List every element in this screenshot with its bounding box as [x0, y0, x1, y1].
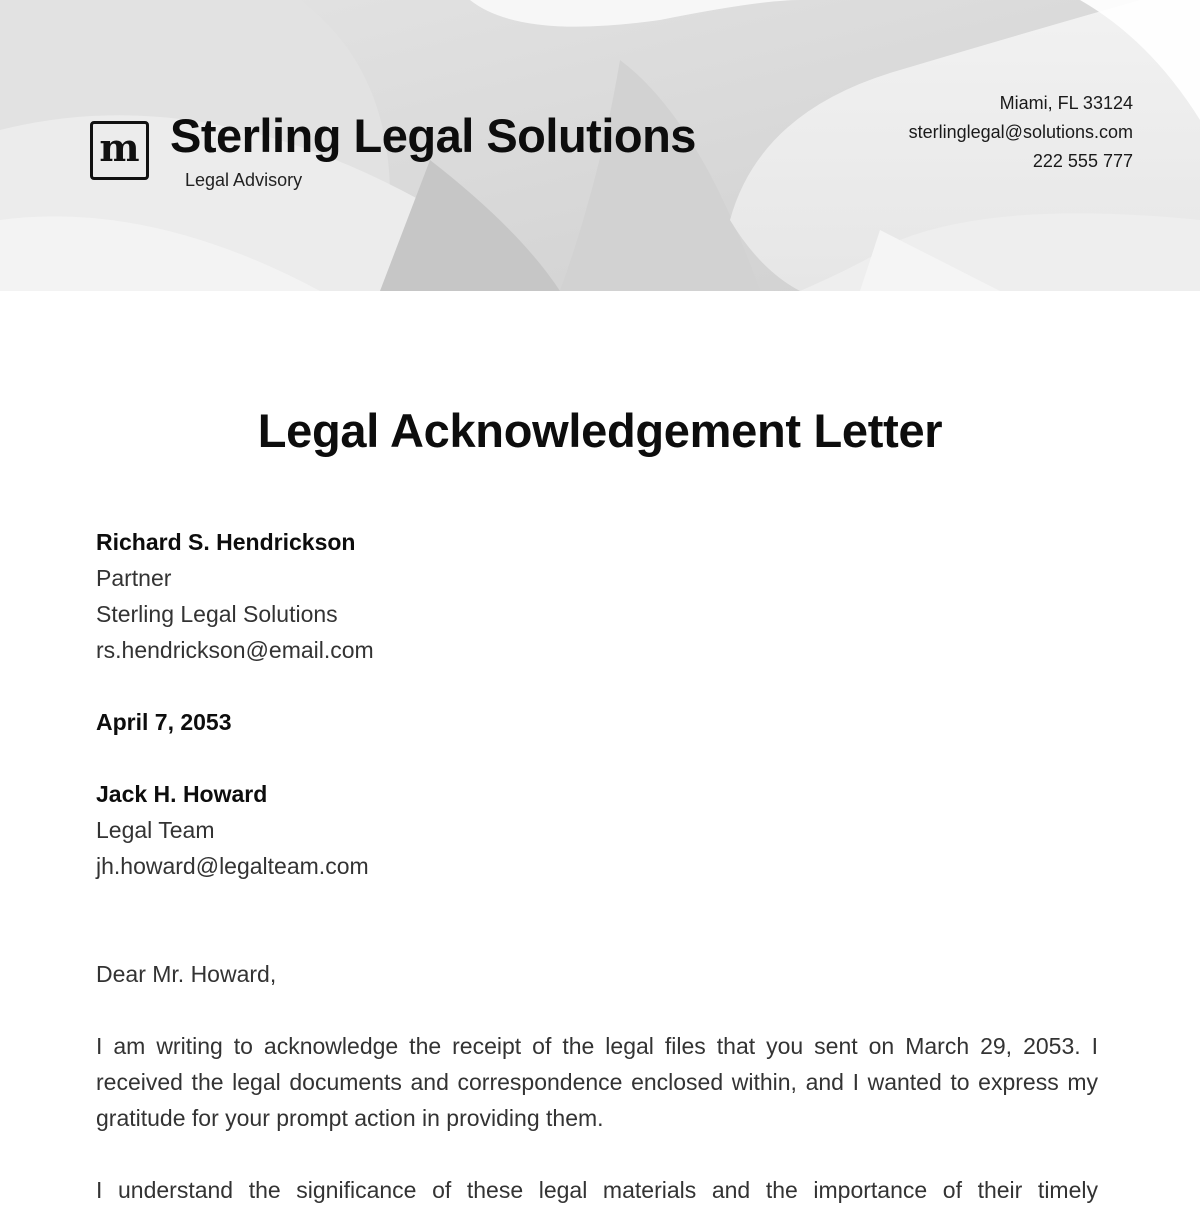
company-name: Sterling Legal Solutions — [170, 109, 696, 162]
contact-address: Miami, FL 33124 — [999, 93, 1133, 113]
contact-email: sterlinglegal@solutions.com — [908, 122, 1133, 142]
logo-icon — [90, 121, 149, 180]
salutation: Dear Mr. Howard, — [96, 961, 277, 987]
date-block — [96, 704, 232, 740]
letter-date: April 7, 2053 — [96, 709, 232, 735]
recipient-team: Legal Team — [96, 817, 215, 843]
recipient-email: jh.howard@legalteam.com — [96, 853, 369, 879]
sender-email: rs.hendrickson@email.com — [96, 637, 374, 663]
sender-name: Richard S. Hendrickson — [96, 529, 356, 555]
sender-company: Sterling Legal Solutions — [96, 601, 338, 627]
contact-phone: 222 555 777 — [1032, 151, 1133, 171]
recipient-name: Jack H. Howard — [96, 781, 268, 807]
recipient-block — [96, 776, 369, 884]
contact-info — [909, 89, 1133, 176]
letterhead — [0, 0, 1200, 291]
body-paragraph: I understand the significance of these legal materials and the importance of their timely — [96, 1177, 1098, 1203]
letter-title: Legal Acknowledgement Letter — [257, 404, 943, 457]
company-tagline: Legal Advisory — [185, 170, 303, 190]
sender-role: Partner — [96, 565, 172, 591]
logo-letter: m — [99, 124, 140, 170]
sender-block — [96, 524, 374, 668]
body-paragraph: I am writing to acknowledge the receipt of the legal files that you sent on March 29, 2053. I received the legal documents and correspondence enclosed within, and I wanted to express my gratitude for your prompt action in providing them. — [96, 1033, 1098, 1131]
